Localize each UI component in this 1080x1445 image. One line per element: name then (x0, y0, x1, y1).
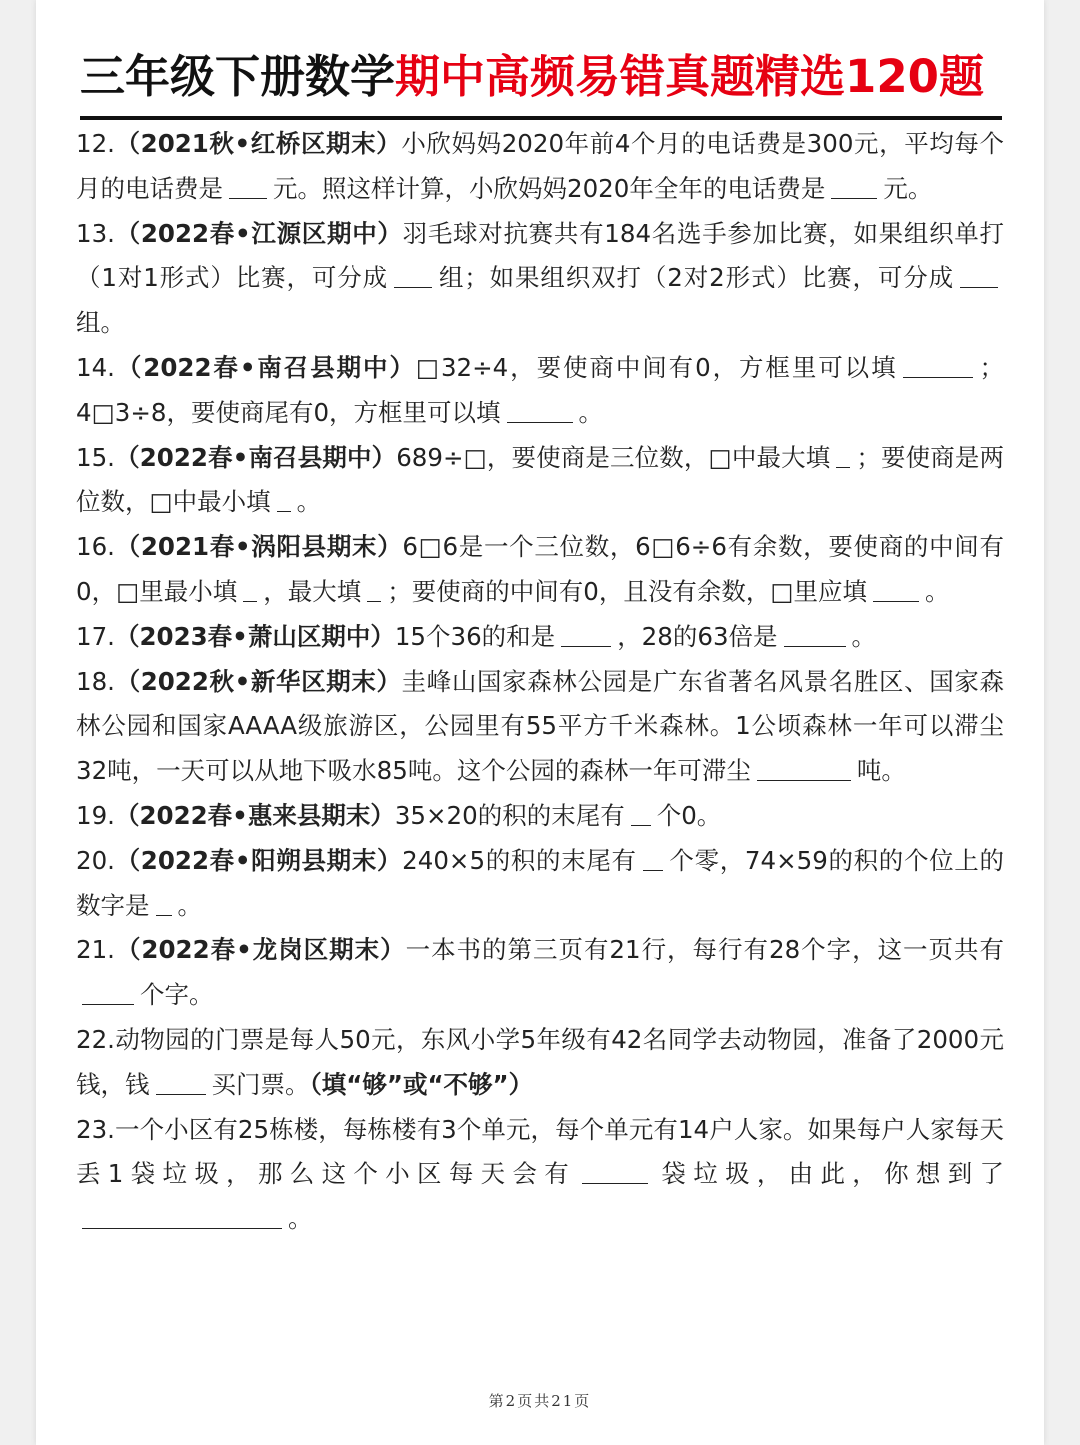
question-16 (76, 525, 1004, 615)
answer-blank[interactable] (367, 575, 381, 602)
answer-blank[interactable] (836, 441, 850, 468)
answer-blank[interactable] (784, 620, 846, 647)
question-23 (76, 1108, 1004, 1242)
question-number: 18. (76, 666, 115, 696)
question-22 (76, 1018, 1004, 1108)
question-text: 个零，74×59的积的个位上的数字是 (76, 845, 1004, 920)
question-text: 6□6是一个三位数，6□6÷6有余数，要使商的中间有0，□里最小填 (76, 532, 1004, 606)
question-text: ，最大填 (263, 576, 362, 606)
question-text: 买门票。 (211, 1069, 310, 1099)
question-text: 35×20的积的末尾有 (394, 800, 625, 830)
question-text: 个0。 (656, 800, 722, 830)
question-text: 。 (296, 487, 322, 517)
question-text: 。 (177, 890, 202, 920)
question-text: 。 (288, 1204, 313, 1234)
question-text: □32÷4，要使商中间有0，方框里可以填 (415, 352, 898, 382)
question-14 (76, 346, 1004, 436)
answer-blank[interactable] (960, 261, 998, 288)
answer-blank[interactable] (156, 1068, 206, 1095)
question-source: （2022春•江源区期中） (114, 218, 403, 248)
question-source: （2022秋•新华区期末） (114, 666, 402, 696)
question-text: ；要使商的中间有0，且没有余数，□里应填 (387, 576, 867, 606)
question-text: 袋垃圾，由此，你想到了 (654, 1159, 1005, 1189)
answer-blank[interactable] (82, 978, 134, 1005)
question-text: 。 (851, 621, 877, 651)
question-source: （2023春•萧山区期中） (114, 621, 395, 651)
answer-blank[interactable] (156, 889, 172, 916)
question-list (76, 122, 1004, 1242)
question-text: ；4□3÷8，要使商尾有0，方框里可以填 (76, 352, 1004, 427)
question-number: 23. (76, 1114, 115, 1144)
question-12 (76, 122, 1004, 212)
answer-blank[interactable] (643, 844, 663, 871)
question-number: 20. (76, 845, 115, 875)
question-text: 。 (578, 397, 604, 427)
question-18 (76, 660, 1004, 794)
question-15 (76, 436, 1004, 526)
question-number: 19. (76, 800, 115, 830)
title-red-part: 期中高频易错真题精选120题 (395, 50, 984, 103)
question-source: （2022春•龙岗区期末） (114, 935, 406, 965)
question-19 (76, 794, 1004, 839)
answer-blank[interactable] (243, 575, 257, 602)
answer-blank[interactable] (631, 799, 651, 826)
question-number: 12. (76, 129, 115, 158)
question-20 (76, 839, 1004, 929)
question-text: 组。 (76, 308, 125, 338)
answer-blank[interactable] (903, 351, 973, 378)
answer-blank[interactable] (873, 575, 919, 602)
question-13 (76, 212, 1004, 346)
question-21 (76, 928, 1004, 1018)
question-source: （2022春•阳朔县期末） (114, 845, 403, 875)
question-text: 。 (924, 576, 950, 606)
question-number: 13. (76, 218, 115, 248)
question-text: 圭峰山国家森林公园是广东省著名风景名胜区、国家森林公园和国家AAAA级旅游区，公园里有55平方千米森林。1公顷森林一年可以滞尘32吨，一天可以从地下吸水85吨。这个公园的森林一年可滞尘 (76, 666, 1004, 786)
page-title (80, 46, 1004, 118)
question-source: （2022春•南召县期中） (114, 442, 397, 472)
question-text: 240×5的积的末尾有 (402, 845, 637, 875)
question-source: （2022春•南召县期中） (114, 352, 416, 382)
answer-blank[interactable] (82, 1202, 282, 1229)
question-source: （2021秋•红桥区期末） (114, 129, 402, 158)
answer-blank[interactable] (277, 485, 291, 512)
answer-blank[interactable] (394, 261, 432, 288)
question-text: 一本书的第三页有21行，每行有28个字，这一页共有 (405, 935, 1004, 965)
title-black-part: 三年级下册数学 (80, 50, 396, 103)
answer-blank[interactable] (561, 620, 611, 647)
question-text: 吨。 (856, 756, 906, 786)
question-number: 15. (76, 442, 115, 472)
question-number: 16. (76, 532, 115, 562)
question-text: 一个小区有25栋楼，每栋楼有3个单元，每个单元有14户人家。如果每户人家每天丢1袋垃圾，那么这个小区每天会有 (76, 1114, 1004, 1189)
document-page (36, 0, 1044, 1445)
question-text: 元。 (883, 173, 933, 203)
question-number: 21. (76, 935, 115, 965)
question-text: ，28的63倍是 (617, 621, 778, 651)
question-source: （2021春•涡阳县期末） (114, 532, 403, 562)
answer-blank[interactable] (757, 754, 851, 781)
question-text: 组；如果组织双打（2对2形式）比赛，可分成 (438, 263, 954, 293)
question-text: 15个36的和是 (394, 621, 556, 651)
question-text: 羽毛球对抗赛共有184名选手参加比赛，如果组织单打（1对1形式）比赛，可分成 (76, 218, 1004, 293)
question-text: ；要使商是两位数，□中最小填 (76, 442, 1004, 517)
question-text: 个字。 (140, 980, 214, 1010)
answer-hint: （填“够”或“不够”） (309, 1069, 534, 1099)
answer-blank[interactable] (229, 172, 267, 199)
answer-blank[interactable] (582, 1157, 648, 1184)
question-text: 小欣妈妈2020年前4个月的电话费是300元，平均每个月的电话费是 (76, 129, 1004, 203)
page-footer: 第2页共21页 (488, 1392, 592, 1410)
question-17 (76, 615, 1004, 660)
answer-blank[interactable] (831, 172, 877, 199)
title-underline (80, 116, 1002, 120)
question-text: 689÷□，要使商是三位数，□中最大填 (396, 442, 831, 472)
question-source: （2022春•惠来县期末） (114, 800, 395, 830)
question-number: 14. (76, 352, 115, 382)
question-text: 元。照这样计算，小欣妈妈2020年全年的电话费是 (273, 173, 826, 203)
question-number: 17. (76, 621, 115, 651)
question-text: 动物园的门票是每人50元，东风小学5年级有42名同学去动物园，准备了2000元钱，钱 (76, 1024, 1004, 1099)
answer-blank[interactable] (507, 396, 573, 423)
question-number: 22. (76, 1024, 115, 1054)
